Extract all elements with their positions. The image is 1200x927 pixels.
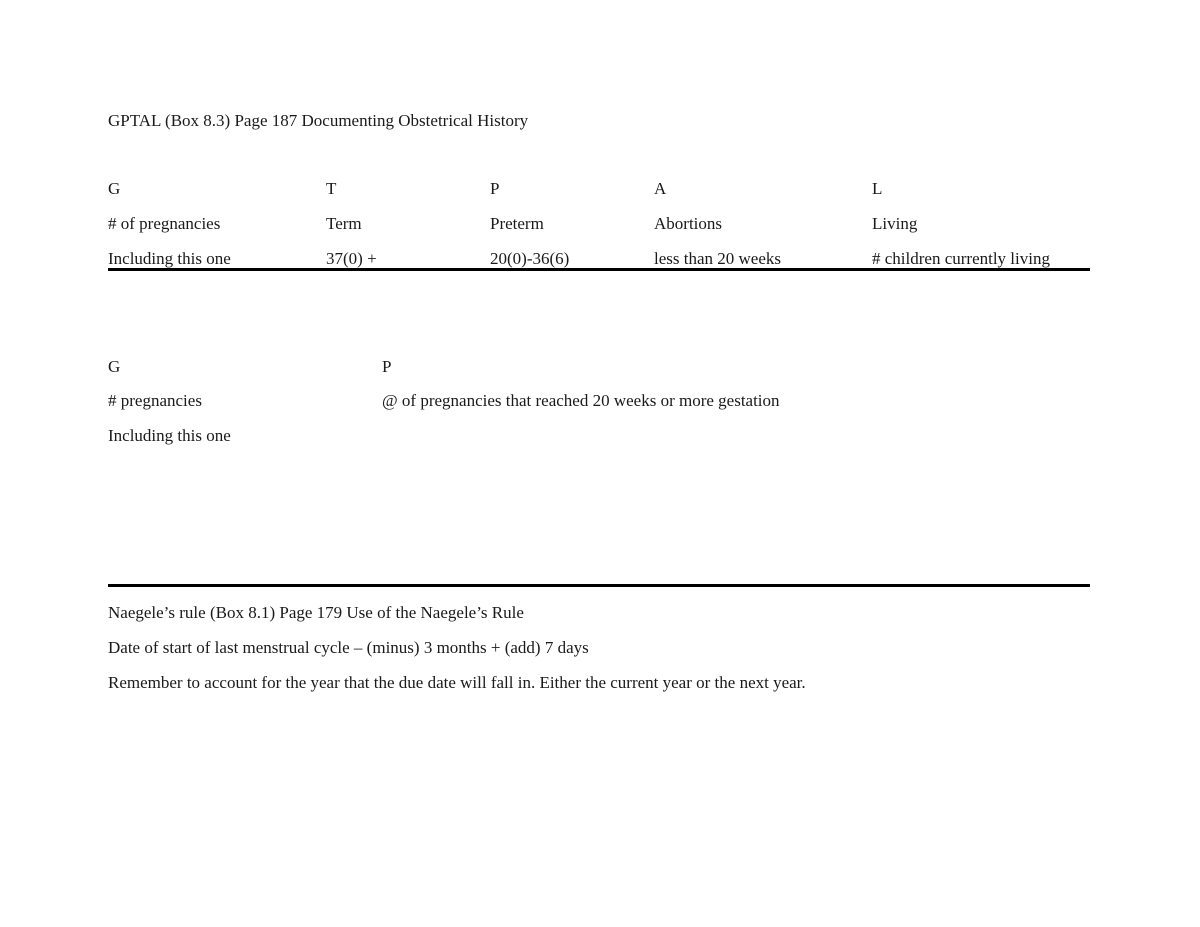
gtpal-letter-p: P: [490, 179, 500, 198]
gtpal-letter-a: A: [654, 179, 667, 198]
gp-label-g: # pregnancies: [108, 391, 202, 410]
gtpal-label-t: Term: [326, 214, 362, 233]
gtpal-label-a: Abortions: [654, 214, 722, 233]
gtpal-detail-t: 37(0) +: [326, 249, 377, 268]
gtpal-detail-a: less than 20 weeks: [654, 249, 782, 268]
section-divider-bottom: [108, 584, 1090, 587]
naegele-rule: Date of start of last menstrual cycle – (minus) 3 months + (add) 7 days: [108, 638, 589, 657]
section-divider-top: [108, 268, 1090, 271]
gp-letter-p: P: [382, 357, 392, 376]
gtpal-detail-p: 20(0)-36(6): [490, 249, 570, 268]
gtpal-letter-g: G: [108, 179, 121, 198]
gtpal-detail-l: # children currently living: [872, 249, 1050, 268]
gtpal-label-p: Preterm: [490, 214, 544, 233]
gp-letter-g: G: [108, 357, 121, 376]
gp-label-p: @ of pregnancies that reached 20 weeks or more gestation: [382, 391, 780, 410]
gtpal-label-l: Living: [872, 214, 918, 233]
gp-detail-g: Including this one: [108, 426, 231, 445]
gtpal-label-g: # of pregnancies: [108, 214, 221, 233]
page-heading: GPTAL (Box 8.3) Page 187 Documenting Obstetrical History: [108, 111, 529, 130]
gtpal-letter-l: L: [872, 179, 883, 198]
gtpal-detail-g: Including this one: [108, 249, 231, 268]
gtpal-letter-t: T: [326, 179, 337, 198]
naegele-note: Remember to account for the year that the due date will fall in. Either the current year or the next year.: [108, 673, 806, 692]
naegele-title: Naegele’s rule (Box 8.1) Page 179 Use of the Naegele’s Rule: [108, 603, 524, 622]
